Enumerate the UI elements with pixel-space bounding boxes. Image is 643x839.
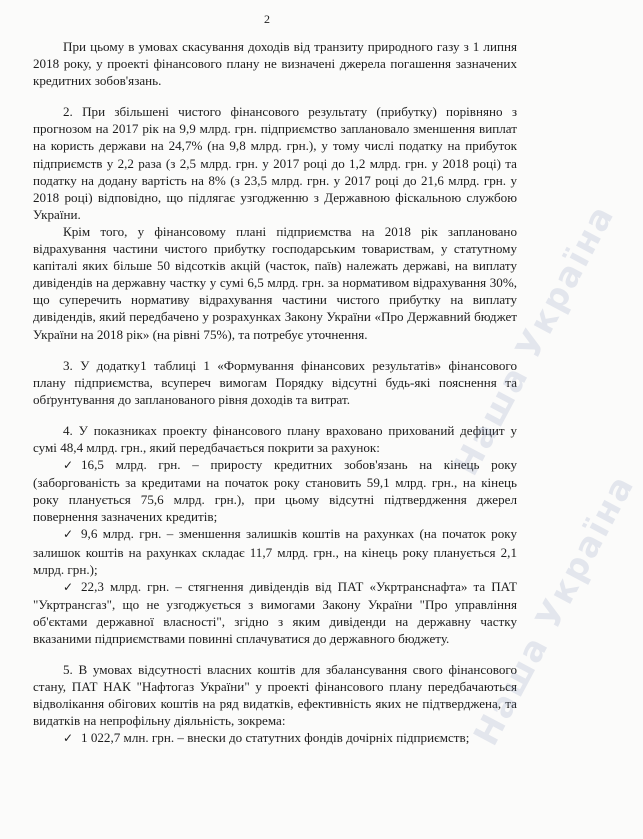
check-mark-icon: ✓ [63,527,74,542]
paragraph: 4. У показниках проекту фінансового плану враховано прихований дефіцит у сумі 48,4 млрд. грн., який передбачається покрити за рахунок: [33,422,517,455]
paragraph: При цьому в умовах скасування доходів від транзиту природного газу з 1 липня 2018 року, у проекті фінансового плану не визначені джерела погашення зазначених кредитних зобов'язань. [33,39,517,89]
paragraph: 3. У додатку1 таблиці 1 «Формування фінансових результатів» фінансового плану підприємства, всупереч вимогам Порядку відсутні будь-які пояснення та обґрунтування до запланованого рівня доходів та витрат. [33,357,517,407]
page-number: 2 [264,12,270,26]
document-body [33,38,517,748]
paragraph: 2. При збільшені чистого фінансового результату (прибутку) порівняно з прогнозом на 2017 рік на 9,9 млрд. грн. підприємство заплановало зменшення виплат на користь держави на 24,7% (на 9,8 млрд. грн.), у тому числі податку на прибуток підприємств у 2,2 раза (з 2,5 млрд. грн. у 2017 році до 1,2 млрд. грн. у 2018 році) та податку на додану вартість на 8% (з 23,5 млрд. грн. у 2017 році до 21,6 млрд. грн. у 2018 році) відповідно, що підлягає узгодженню з Державною фіскальною службою України. [33,104,517,222]
list-item: ✓ 9,6 млрд. грн. – зменшення залишків коштів на рахунках (на початок року залишок коштів на рахунках складає 11,7 млрд. грн., на кінець року планується 2,1 млрд. грн.); [33,526,517,577]
list-item: ✓ 1 022,7 млн. грн. – внески до статутних фондів дочірніх підприємств; [33,729,517,747]
check-mark-icon: ✓ [63,579,74,594]
check-mark-icon: ✓ [63,731,74,746]
check-mark-icon: ✓ [63,458,74,473]
watermark-text: Наша Україна [466,467,643,753]
list-item: ✓ 22,3 млрд. грн. – стягнення дивідендів від ПАТ «Укртранснафта» та ПАТ "Укртрансгаз", що не узгоджується з вимогами Закону України "Про управління об'єктами державної власності", згідно з яким дивіденди на державну частку вказаними підприємствами повинні сплачуватися до державного бюджету. [33,578,517,646]
paragraph: 5. В умовах відсутності власних коштів для збалансування свого фінансового стану, ПАТ НАК "Нафтогаз України" у проекті фінансового плану передбачаються відволікання обігових коштів на ряд видатків, ефективність яких не підтверджена, та видатків на непрофільну діяльність, зокрема: [33,662,517,729]
paragraph: Крім того, у фінансовому плані підприємства на 2018 рік заплановано відрахування частини чистого прибутку господарським товариствам, у статутному капіталі яких більше 50 відсотків акцій (часток, паїв) належать державі, на виплату дивідендів на державну частку у сумі 6,5 млрд. грн. за нормативом відрахування 30%, що суперечить нормативу відрахування частини чистого прибутку на виплату дивідендів, який передбачено у розрахунках Закону України «Про Державний бюджет України на 2018 рік» (на рівні 75%), та потребує уточнення. [33,223,517,342]
list-item: ✓ 16,5 млрд. грн. – приросту кредитних зобов'язань на кінець року (заборгованість за кредитами на початок року становить 59,1 млрд. грн., на кінець року планується 75,6 млрд. грн.), при цьому відсутні підтвердження джерел повернення зазначених кредитів; [33,457,517,525]
watermark-text: Наша Україна [446,197,623,483]
